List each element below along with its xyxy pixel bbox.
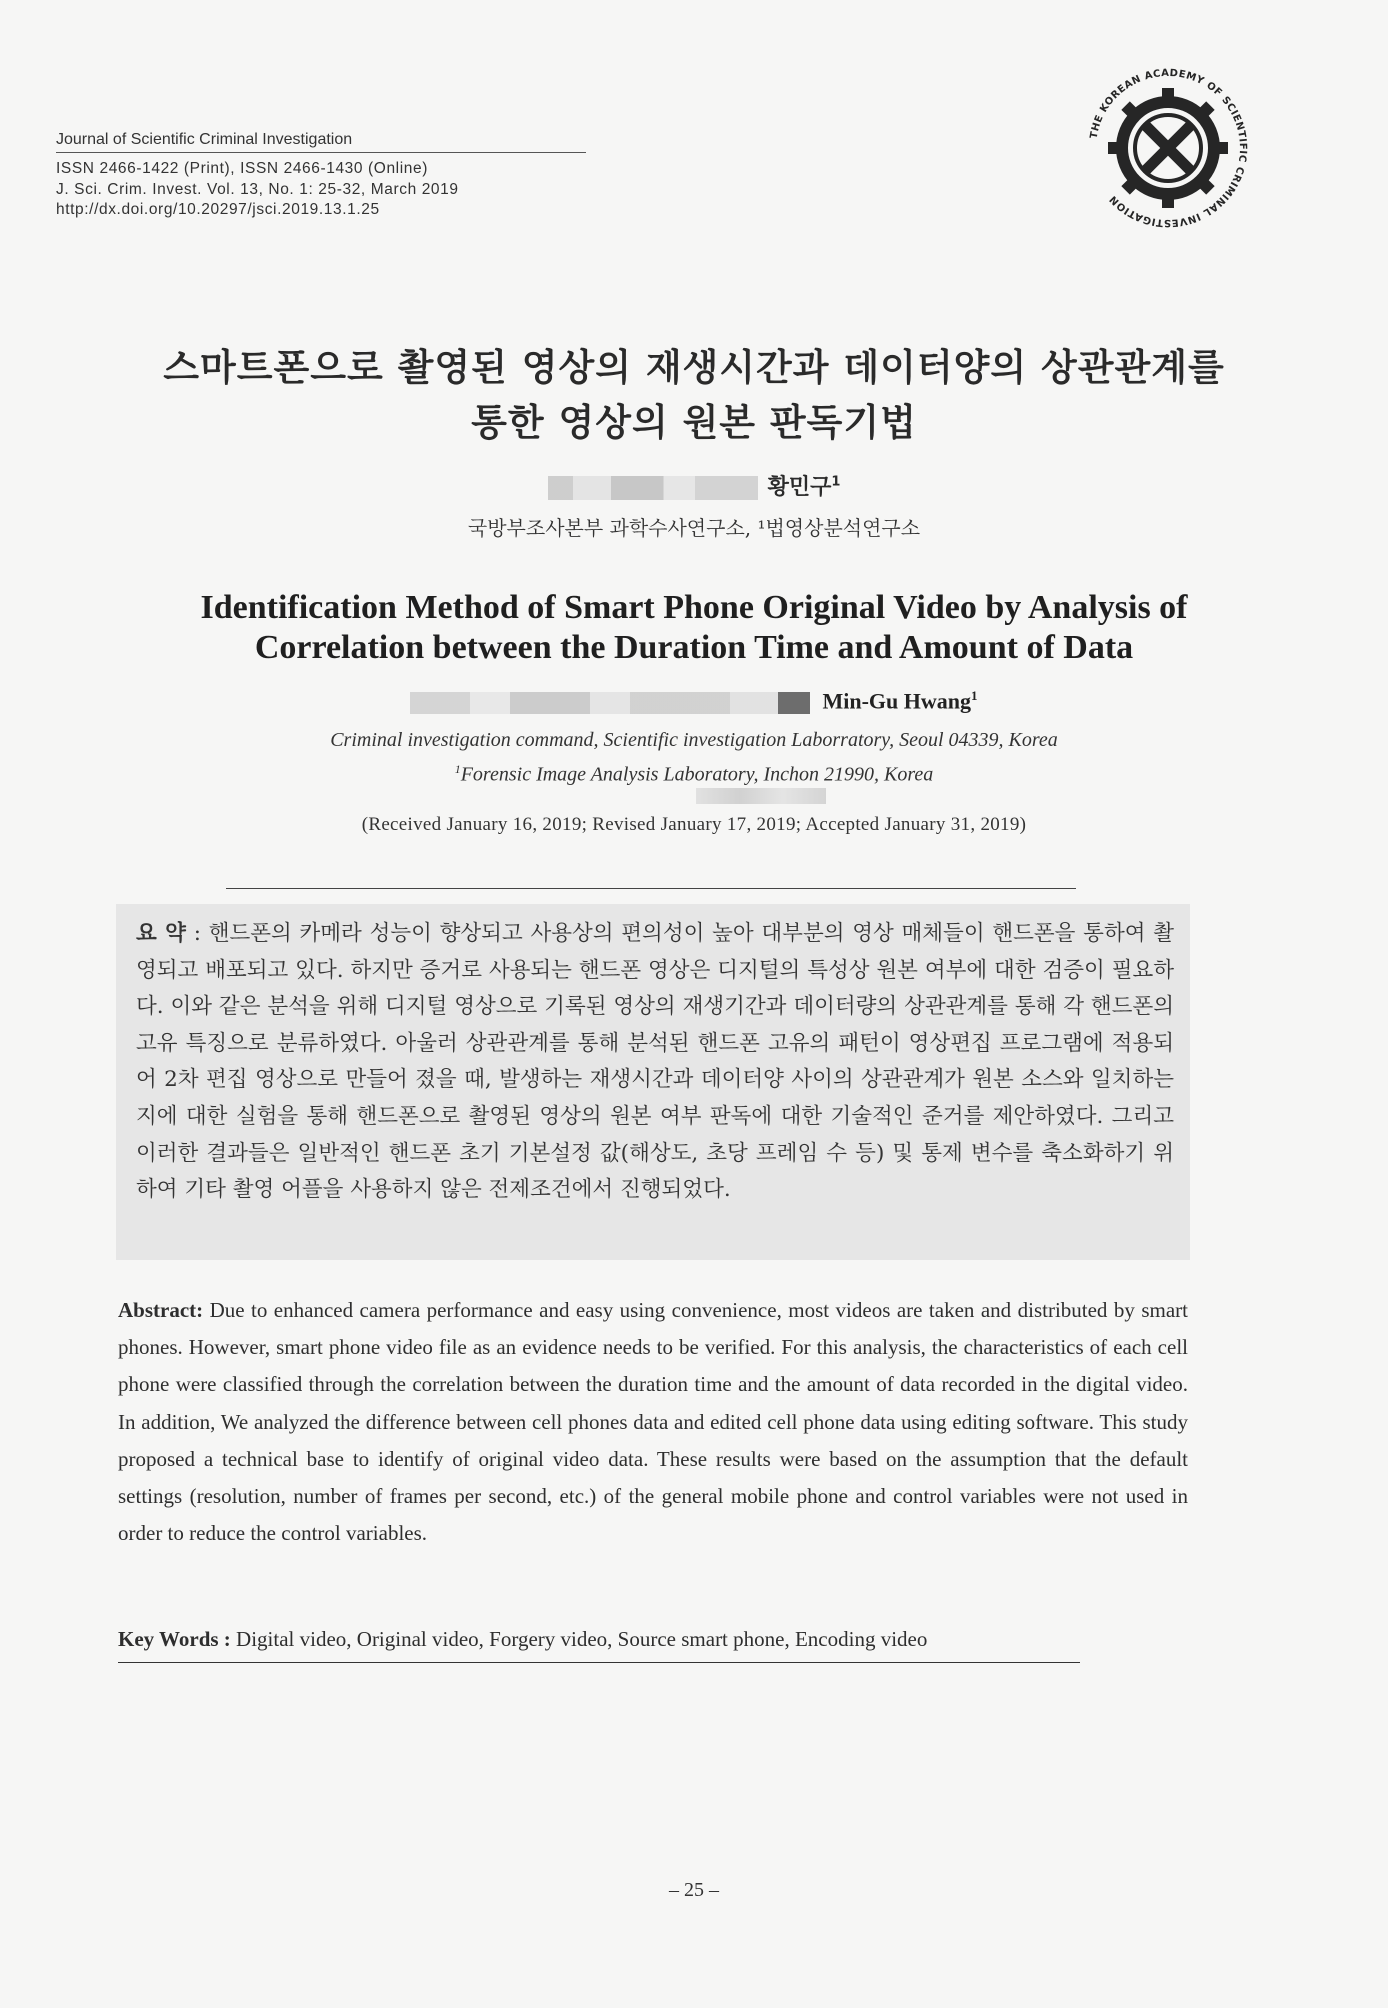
keywords-text: Digital video, Original video, Forgery video, Source smart phone, Encoding video bbox=[230, 1627, 928, 1651]
korean-abstract-label: 요 약 bbox=[136, 921, 186, 946]
svg-text:THE KOREAN ACADEMY OF SCIENTIF: THE KOREAN ACADEMY OF SCIENTIFIC CRIMINAL INVESTIGATION bbox=[1088, 67, 1249, 229]
english-abstract bbox=[118, 1292, 1188, 1552]
redacted-author-block bbox=[548, 476, 758, 500]
doi-line: http://dx.doi.org/10.20297/jsci.2019.13.1.25 bbox=[56, 201, 380, 218]
page-number: – 25 – bbox=[669, 1879, 719, 1901]
english-author-sup: 1 bbox=[971, 688, 978, 703]
issn-line: ISSN 2466-1422 (Print), ISSN 2466-1430 (Online) bbox=[56, 160, 428, 177]
received-dates: (Received January 16, 2019; Revised January 17, 2019; Accepted January 31, 2019) bbox=[361, 814, 1027, 835]
korean-authors bbox=[0, 470, 1388, 501]
affiliation-line2 bbox=[0, 755, 1388, 790]
affiliation-line1: Criminal investigation command, Scientific investigation Laborratory, Seoul 04339, Korea bbox=[330, 729, 1058, 751]
affiliation-line2-text: Forensic Image Analysis Laboratory, Inchon 21990, Korea bbox=[460, 763, 934, 786]
society-seal-logo bbox=[1078, 58, 1258, 238]
korean-title-line1: 스마트폰으로 촬영된 영상의 재생시간과 데이터양의 상관관계를 bbox=[163, 346, 1225, 389]
english-abstract-label: Abstract: bbox=[118, 1298, 204, 1322]
redacted-email-block bbox=[696, 788, 826, 804]
korean-affiliation: 국방부조사본부 과학수사연구소, ¹법영상분석연구소 bbox=[467, 516, 921, 540]
keywords-rule bbox=[118, 1662, 1080, 1663]
korean-abstract-box bbox=[116, 904, 1190, 1260]
korean-title bbox=[60, 340, 1328, 450]
redacted-author-block bbox=[410, 692, 810, 714]
english-title-line1: Identification Method of Smart Phone Original Video by Analysis of bbox=[200, 589, 1188, 626]
keywords bbox=[118, 1627, 927, 1652]
english-title bbox=[80, 588, 1308, 668]
journal-name: Journal of Scientific Criminal Investigation bbox=[56, 131, 353, 148]
english-authors bbox=[0, 688, 1388, 714]
korean-author-sup: 1 bbox=[831, 474, 841, 490]
citation-line: J. Sci. Crim. Invest. Vol. 13, No. 1: 25-32, March 2019 bbox=[56, 180, 459, 198]
section-rule bbox=[226, 888, 1076, 889]
english-affiliation bbox=[0, 726, 1388, 790]
keywords-label: Key Words : bbox=[118, 1627, 231, 1651]
korean-abstract-text: : 핸드폰의 카메라 성능이 향상되고 사용상의 편의성이 높아 대부분의 영상 매체들이 핸드폰을 통하여 촬영되고 배포되고 있다. 하지만 증거로 사용되는 핸드폰 영상은 디지털의 특성상 원본 여부에 대한 검증이 필요하다. 이와 같은 분석을 위해 디지털 영상으로 기록된 영상의 재생기간과 데이터량의 상관관계를 통해 각 핸드폰의 고유 특징으로 분류하였다. 아울러 상관관계를 통해 분석된 핸드폰 고유의 패턴이 영상편집 프로그램에 적용되어 2차 편집 영상으로 만들어 졌을 때, 발생하는 재생시간과 데이터양 사이의 상관관계가 원본 소스와 일치하는지에 대한 실험을 통해 핸드폰으로 촬영된 영상의 원본 여부 판독에 대한 기술적인 준거를 제안하였다. 그리고 이러한 결과들은 일반적인 핸드폰 초기 기본설정 값(해상도, 초당 프레임 수 등) 및 통제 변수를 축소화하기 위하여 기타 촬영 어플을 사용하지 않은 전제조건에서 진행되었다. bbox=[136, 921, 1174, 1203]
header-rule bbox=[56, 152, 586, 153]
journal-meta bbox=[56, 159, 459, 221]
affiliation-line2-sup: 1 bbox=[454, 762, 461, 776]
korean-author: 황민구 bbox=[767, 475, 832, 500]
korean-title-line2: 통한 영상의 원본 판독기법 bbox=[471, 401, 917, 444]
english-abstract-text: Due to enhanced camera performance and easy using convenience, most videos are taken and distributed by smart phones. However, smart phone video file as an evidence needs to be verified. For this analysis, the characteristics of each cell phone were classified through the correlation between the duration time and the amount of data recorded in the digital video. In addition, We analyzed the difference between cell phones data and edited cell phone data using editing software. This study proposed a technical base to identify of original video data. These results were based on the assumption that the default settings (resolution, number of frames per second, etc.) of the general mobile phone and control variables were not used in order to reduce the control variables. bbox=[118, 1298, 1188, 1546]
english-title-line2: Correlation between the Duration Time and Amount of Data bbox=[254, 629, 1134, 666]
english-author: Min-Gu Hwang bbox=[822, 688, 972, 714]
